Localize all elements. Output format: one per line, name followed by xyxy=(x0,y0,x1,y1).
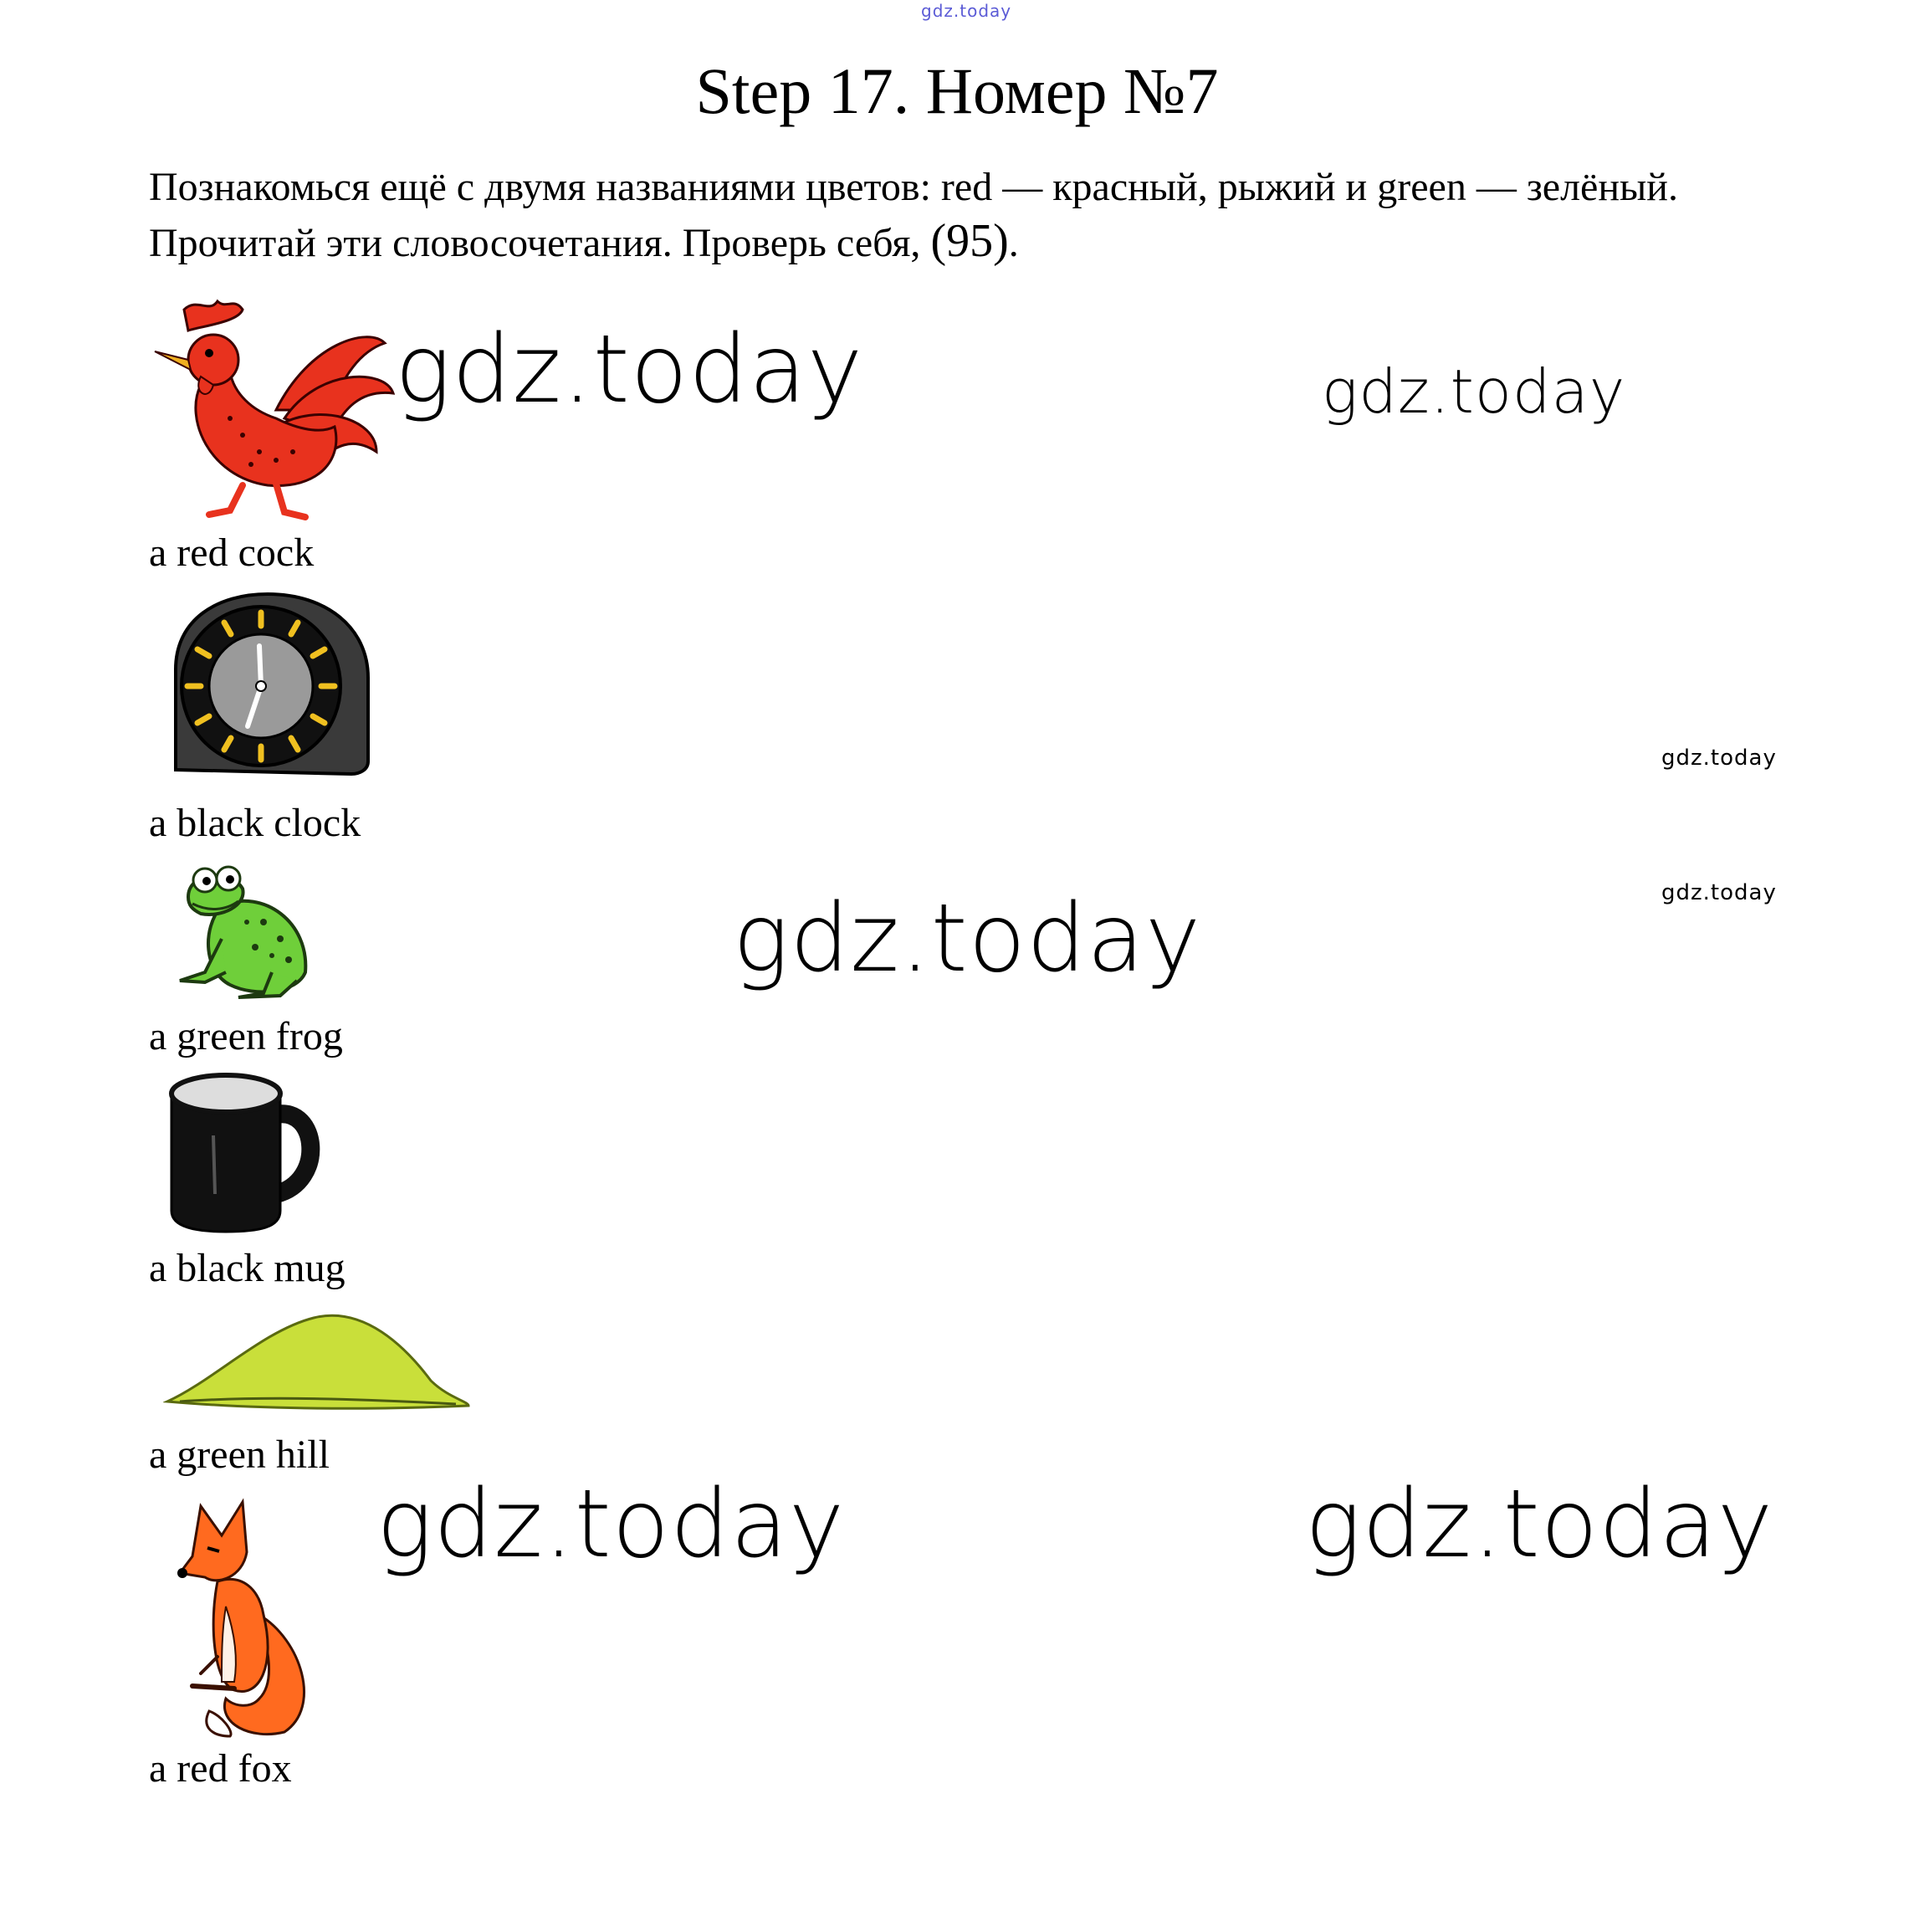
caption-green-frog: a green frog xyxy=(149,1014,343,1058)
watermark-7: gdz.today xyxy=(1305,1470,1774,1579)
instructions-text: Прочитай эти словосочетания. Проверь себя, xyxy=(149,221,931,265)
caption-red-cock: a red cock xyxy=(149,530,315,575)
watermark-top: gdz.today xyxy=(921,1,1012,21)
instructions-end: . xyxy=(1008,221,1019,265)
watermark-1: gdz.today xyxy=(395,315,864,424)
frog-icon xyxy=(171,855,318,1002)
clock-icon xyxy=(167,586,372,778)
fox-icon xyxy=(176,1489,326,1740)
watermark-3: gdz.today xyxy=(1661,746,1777,771)
instructions-line-2 xyxy=(149,214,1822,270)
rooster-icon xyxy=(151,293,402,527)
instructions-line-1: Познакомься ещё с двумя названиями цветов: red — красный, рыжий и green — зелёный. xyxy=(149,165,1678,209)
caption-black-clock: a black clock xyxy=(149,801,361,845)
watermark-4: gdz.today xyxy=(1661,880,1777,905)
instructions xyxy=(149,161,1822,270)
page-title: Step 17. Номер №7 xyxy=(695,54,1219,127)
watermark-5: gdz.today xyxy=(733,884,1202,993)
watermark-2: gdz.today xyxy=(1322,356,1626,427)
mug-icon xyxy=(163,1068,322,1236)
watermark-6: gdz.today xyxy=(376,1470,846,1579)
page-reference: (95) xyxy=(930,215,1009,267)
caption-red-fox: a red fox xyxy=(149,1746,292,1791)
caption-black-mug: a black mug xyxy=(149,1246,345,1290)
caption-green-hill: a green hill xyxy=(149,1432,330,1477)
hill-icon xyxy=(163,1297,473,1414)
